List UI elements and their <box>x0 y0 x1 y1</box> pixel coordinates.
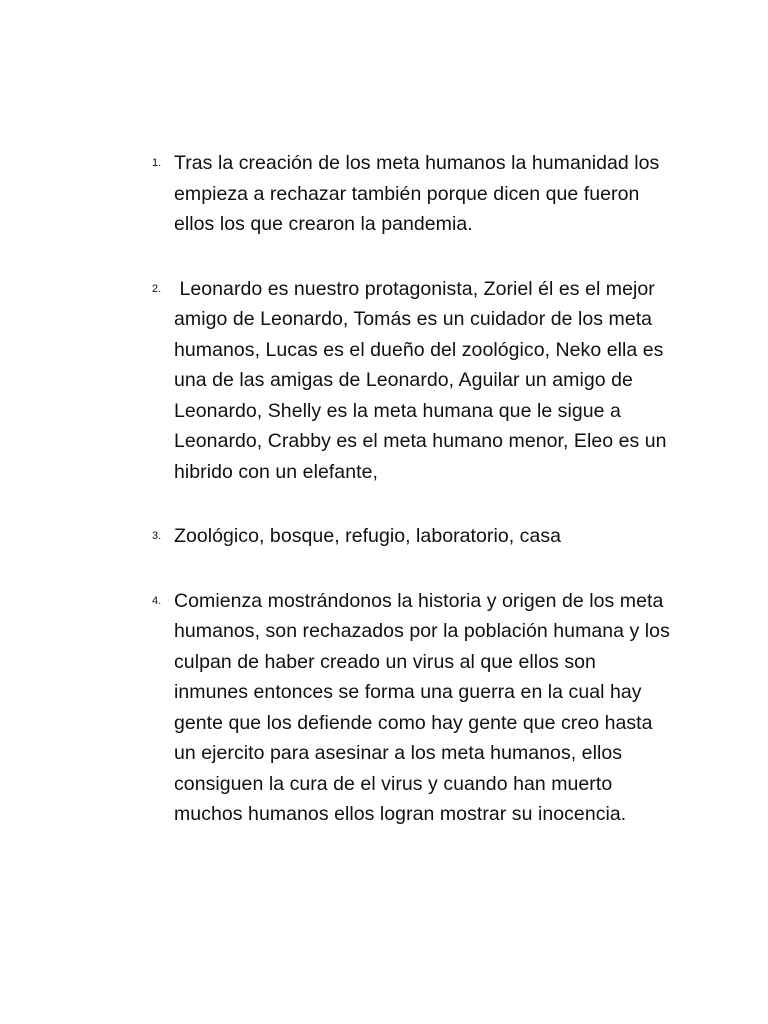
list-item <box>150 521 670 552</box>
list-item <box>150 148 670 240</box>
list-item-text: Comienza mostrándonos la historia y origen de los meta humanos, son rechazados por la población humana y los culpan de haber creado un virus al que ellos son inmunes entonces se forma una guerra en la cual hay gente que los defiende como hay gente que creo hasta un ejercito para asesinar a los meta humanos, ellos consiguen la cura de el virus y cuando han muerto muchos humanos ellos logran mostrar su inocencia. <box>174 589 670 825</box>
list-item <box>150 586 670 830</box>
list-item-text: Leonardo es nuestro protagonista, Zoriel él es el mejor amigo de Leonardo, Tomás es un cuidador de los meta humanos, Lucas es el dueño del zoológico, Neko ella es una de las amigas de Leonardo, Aguilar un amigo de Leonardo, Shelly es la meta humana que le sigue a Leonardo, Crabby es el meta humano menor, Eleo es un hibrido con un elefante, <box>174 277 673 483</box>
numbered-list <box>150 148 673 830</box>
list-item <box>150 274 673 488</box>
list-item-number: 3. <box>152 530 162 542</box>
list-item-number: 4. <box>152 594 162 607</box>
list-item-number: 1. <box>152 157 162 169</box>
list-item-text: Tras la creación de los meta humanos la humanidad los empieza a rechazar también porque dicen que fueron ellos los que crearon la pandemia. <box>174 152 660 235</box>
list-item-text: Zoológico, bosque, refugio, laboratorio, casa <box>174 525 562 547</box>
list-item-number: 2. <box>152 282 162 295</box>
